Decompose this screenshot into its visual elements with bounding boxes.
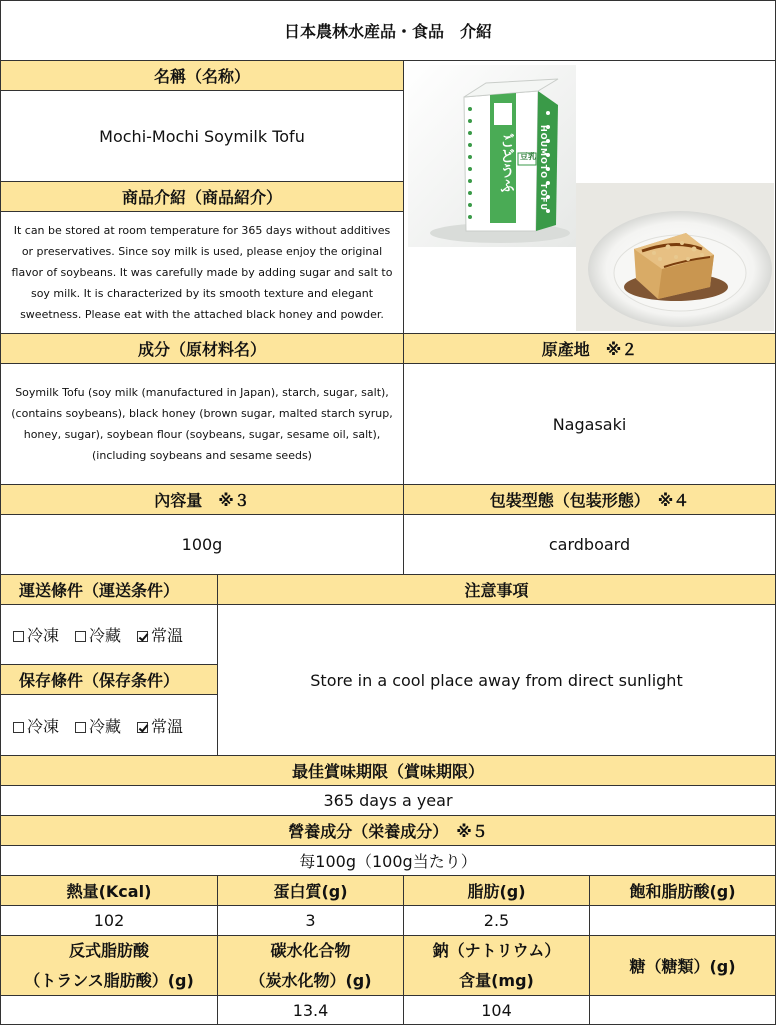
protein-value: [218, 906, 404, 936]
name-header: [0, 61, 404, 91]
nutrition-header: [0, 816, 776, 846]
content-value: [0, 515, 404, 575]
origin-header-text: 原產地 ※２: [541, 340, 638, 359]
fat-value: [404, 906, 590, 936]
ingredients-text: [0, 364, 404, 485]
fat-header: [404, 876, 590, 906]
sodium-header-line1: 鈉（ナトリウム）: [432, 940, 561, 960]
trans-fat-header-line2: （トランス脂肪酸）(g): [24, 970, 194, 990]
notes-header-text: 注意事項: [464, 581, 529, 600]
energy-value-text: 102: [93, 911, 125, 930]
trans-fat-header: [0, 936, 218, 996]
page-title: [0, 0, 776, 61]
origin-header: [404, 334, 776, 364]
tofu-dish-photo: [576, 183, 774, 331]
origin-value-text: Nagasaki: [552, 414, 627, 434]
intro-text: [0, 212, 404, 334]
fat-value-text: 2.5: [483, 911, 510, 930]
storage-header: [0, 665, 218, 695]
nutrition-header-text: 營養成分（栄養成分） ※５: [288, 822, 488, 841]
carbohydrate-header-line2: （炭水化物）(g): [249, 970, 372, 990]
energy-header-text: 熱量(Kcal): [66, 882, 152, 901]
sodium-header: [404, 936, 590, 996]
package-side-text: HOUMOTO TOFU: [539, 125, 548, 212]
storage-chilled-checkbox[interactable]: [75, 722, 86, 733]
storage-option-chilled[interactable]: [75, 714, 121, 737]
name-value-text: Mochi-Mochi Soymilk Tofu: [99, 126, 305, 146]
storage-ambient-label: 常溫: [151, 716, 184, 736]
shipping-ambient-checkbox[interactable]: [137, 631, 148, 642]
content-value-text: 100g: [181, 535, 223, 554]
storage-ambient-checkbox[interactable]: [137, 722, 148, 733]
storage-option-ambient[interactable]: [137, 714, 183, 737]
page-title-text: 日本農林水産品・食品 介紹: [283, 22, 492, 41]
shipping-option-chilled[interactable]: [75, 623, 121, 646]
energy-header: [0, 876, 218, 906]
sugar-header: [590, 936, 776, 996]
trans-fat-header-line1: 反式脂肪酸: [68, 940, 149, 960]
name-header-text: 名稱（名称）: [153, 67, 250, 86]
name-value: [0, 91, 404, 182]
shipping-frozen-checkbox[interactable]: [13, 631, 24, 642]
shipping-chilled-checkbox[interactable]: [75, 631, 86, 642]
packaging-header-text: 包裝型態（包装形態） ※４: [489, 491, 690, 510]
best-before-header: [0, 756, 776, 786]
notes-value-text: Store in a cool place away from direct sunlight: [310, 670, 683, 690]
saturated-fat-value: [590, 906, 776, 936]
saturated-fat-header-text: 飽和脂肪酸(g): [629, 882, 736, 901]
package-badge-text: 豆乳: [520, 152, 536, 161]
carbohydrate-value-text: 13.4: [292, 1000, 329, 1020]
protein-header-text: 蛋白質(g): [273, 882, 348, 901]
origin-value: [404, 364, 776, 485]
notes-value: [218, 605, 776, 756]
fat-header-text: 脂肪(g): [467, 882, 526, 901]
carbohydrate-value: [218, 996, 404, 1025]
packaging-header: [404, 485, 776, 515]
carbohydrate-header: [218, 936, 404, 996]
intro-header: [0, 182, 404, 212]
trans-fat-value: [0, 996, 218, 1025]
intro-text-body: It can be stored at room temperature for 365 days without additives or preservatives. Since soy milk is used, please enjoy the original flavor of soybeans. It was carefully made by adding sugar and salt to soy milk. It is characterized by its smooth texture and elegant sweetness. Please eat with the attached black honey and powder.: [11, 224, 393, 321]
storage-chilled-label: 冷藏: [89, 716, 122, 736]
carbohydrate-header-line1: 碳水化合物: [270, 940, 351, 960]
sugar-value: [590, 996, 776, 1025]
storage-option-frozen[interactable]: [13, 714, 59, 737]
shipping-header-text: 運送條件（運送条件）: [19, 581, 180, 600]
storage-frozen-label: 冷凍: [27, 716, 60, 736]
best-before-value: [0, 786, 776, 816]
sugar-header-text: 糖（糖類）(g): [629, 957, 736, 976]
packaging-value-text: cardboard: [548, 535, 631, 554]
protein-header: [218, 876, 404, 906]
protein-value-text: 3: [305, 911, 316, 930]
energy-value: [0, 906, 218, 936]
shipping-option-ambient[interactable]: [137, 623, 183, 646]
notes-header: [218, 575, 776, 605]
ingredients-header: [0, 334, 404, 364]
saturated-fat-header: [590, 876, 776, 906]
shipping-chilled-label: 冷藏: [89, 626, 122, 645]
storage-header-text: 保存條件（保存条件）: [19, 671, 180, 690]
nutrition-basis: [0, 846, 776, 876]
best-before-header-text: 最佳賞味期限（賞味期限）: [291, 762, 484, 781]
shipping-ambient-label: 常溫: [151, 626, 184, 645]
tofu-dish-illustration: [576, 183, 774, 331]
sodium-value: [404, 996, 590, 1025]
sodium-header-line2: 含量(mg): [459, 970, 534, 990]
ingredients-text-body: Soymilk Tofu (soy milk (manufactured in Japan), starch, sugar, salt), (contains soybeans), black honey (brown sugar, malted starch syrup, honey, sugar), soybean flour (soybeans, sugar, sesame oil, salt), (including soybeans and sesame seeds): [11, 386, 393, 462]
content-header-text: 內容量 ※３: [154, 491, 250, 510]
storage-frozen-checkbox[interactable]: [13, 722, 24, 733]
shipping-frozen-label: 冷凍: [27, 626, 60, 645]
shipping-option-frozen[interactable]: [13, 623, 59, 646]
intro-header-text: 商品介紹（商品紹介）: [121, 188, 282, 207]
package-photo: [408, 65, 576, 247]
shipping-options: [0, 605, 218, 665]
sodium-value-text: 104: [481, 1000, 512, 1020]
shipping-header: [0, 575, 218, 605]
packaging-value: [404, 515, 776, 575]
storage-options: [0, 695, 218, 756]
ingredients-header-text: 成分（原材料名）: [137, 340, 266, 359]
package-label-text: ごどうふ: [498, 133, 516, 193]
content-header: [0, 485, 404, 515]
nutrition-basis-text: 每100g（100g当たり）: [299, 852, 477, 871]
best-before-value-text: 365 days a year: [323, 791, 453, 810]
